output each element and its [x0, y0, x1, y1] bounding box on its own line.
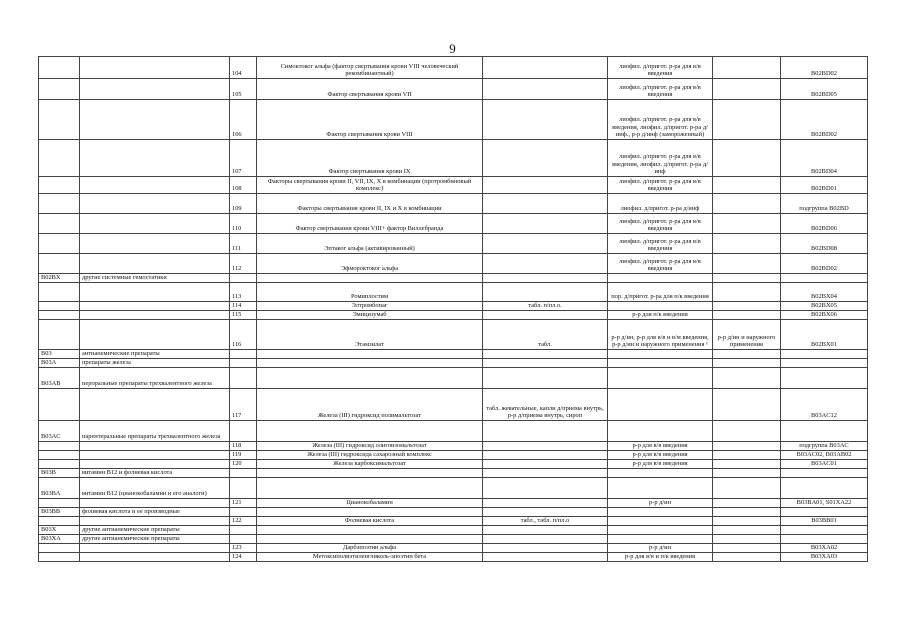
- atc-code-cell: B02BD08: [781, 234, 868, 254]
- table-row: [39, 214, 868, 234]
- atc-code-cell: [781, 535, 868, 544]
- other-form-cell: [713, 79, 781, 100]
- injection-form-cell: пор. д/пригот. р-ра для п/к введения: [608, 283, 713, 302]
- atc-code-cell: B03AC02, B03AB02: [781, 451, 868, 460]
- drug-name-cell: [257, 274, 483, 283]
- group-name-cell: парентеральные препараты трехвалентного железа: [80, 421, 230, 442]
- drug-name-cell: Фактор свертывания крови IX: [257, 140, 483, 177]
- drug-name-cell: Факторы свертывания крови II, IX и X в комбинации: [257, 194, 483, 214]
- drug-name-cell: [257, 421, 483, 442]
- atc-code-cell: [781, 274, 868, 283]
- atc-code-cell: [781, 359, 868, 368]
- drug-name-cell: [257, 359, 483, 368]
- injection-form-cell: [608, 526, 713, 535]
- oral-form-cell: [483, 499, 608, 508]
- drug-name-cell: Железа карбоксимальтозат: [257, 460, 483, 469]
- oral-form-cell: табл., табл. п/пл.о: [483, 517, 608, 526]
- atc-code-cell: B02BD02: [781, 57, 868, 79]
- injection-form-cell: [608, 359, 713, 368]
- oral-form-cell: [483, 535, 608, 544]
- other-form-cell: [713, 100, 781, 140]
- injection-form-cell: [608, 368, 713, 389]
- atc-group-code-cell: B03: [39, 350, 80, 359]
- oral-form-cell: [483, 214, 608, 234]
- other-form-cell: [713, 389, 781, 421]
- oral-form-cell: [483, 283, 608, 302]
- other-form-cell: [713, 302, 781, 311]
- table-row: [39, 478, 868, 499]
- other-form-cell: [713, 508, 781, 517]
- atc-group-code-cell: B03BB: [39, 508, 80, 517]
- atc-group-code-cell: [39, 302, 80, 311]
- oral-form-cell: [483, 544, 608, 553]
- table-row: [39, 508, 868, 517]
- table-row: [39, 359, 868, 368]
- group-name-cell: [80, 79, 230, 100]
- other-form-cell: [713, 359, 781, 368]
- row-number-cell: [230, 274, 257, 283]
- drug-name-cell: Железа (III) гидроксид полимальтозат: [257, 389, 483, 421]
- oral-form-cell: [483, 177, 608, 194]
- other-form-cell: [713, 350, 781, 359]
- other-form-cell: [713, 478, 781, 499]
- row-number-cell: [230, 421, 257, 442]
- oral-form-cell: [483, 254, 608, 274]
- group-name-cell: [80, 553, 230, 562]
- injection-form-cell: лиофил. д/пригот. р-ра для в/в введения: [608, 79, 713, 100]
- group-name-cell: фолиевая кислота и ее производные: [80, 508, 230, 517]
- atc-group-code-cell: B03B: [39, 469, 80, 478]
- oral-form-cell: [483, 350, 608, 359]
- other-form-cell: [713, 526, 781, 535]
- injection-form-cell: [608, 535, 713, 544]
- table-row: [39, 499, 868, 508]
- drug-name-cell: Симоктоког альфа (фактор свертывания крови VIII человеческий рекомбинантный): [257, 57, 483, 79]
- drug-name-cell: Железа (III) гидроксид олигоизомальтозат: [257, 442, 483, 451]
- injection-form-cell: лиофил. д/пригот. р-ра для в/в введения: [608, 214, 713, 234]
- group-name-cell: витамин B12 (цианокобаламин и его аналоги): [80, 478, 230, 499]
- other-form-cell: [713, 311, 781, 320]
- row-number-cell: 104: [230, 57, 257, 79]
- injection-form-cell: лиофил. д/пригот. р-ра для в/в введения: [608, 254, 713, 274]
- drug-name-cell: [257, 526, 483, 535]
- atc-group-code-cell: B03BA: [39, 478, 80, 499]
- other-form-cell: [713, 234, 781, 254]
- oral-form-cell: табл. жевательные, капли д/приема внутрь, р-р д/приема внутрь, сироп: [483, 389, 608, 421]
- group-name-cell: пероральные препараты трехвалентного железа: [80, 368, 230, 389]
- injection-form-cell: р-р для в/в введения: [608, 442, 713, 451]
- atc-group-code-cell: [39, 234, 80, 254]
- other-form-cell: р-р д/ин и наружного применения: [713, 320, 781, 350]
- oral-form-cell: [483, 508, 608, 517]
- row-number-cell: 111: [230, 234, 257, 254]
- table-row: [39, 57, 868, 79]
- row-number-cell: 124: [230, 553, 257, 562]
- atc-group-code-cell: [39, 194, 80, 214]
- group-name-cell: [80, 451, 230, 460]
- table-row: [39, 177, 868, 194]
- table-row: [39, 302, 868, 311]
- atc-group-code-cell: [39, 214, 80, 234]
- oral-form-cell: [483, 451, 608, 460]
- group-name-cell: [80, 234, 230, 254]
- injection-form-cell: [608, 350, 713, 359]
- row-number-cell: 117: [230, 389, 257, 421]
- oral-form-cell: [483, 460, 608, 469]
- group-name-cell: [80, 320, 230, 350]
- row-number-cell: 119: [230, 451, 257, 460]
- row-number-cell: [230, 478, 257, 499]
- row-number-cell: 106: [230, 100, 257, 140]
- injection-form-cell: р-р д/ин, р-р для в/в и в/м введения, р-р д/ин и наружного применения ¹: [608, 320, 713, 350]
- other-form-cell: [713, 451, 781, 460]
- group-name-cell: [80, 302, 230, 311]
- atc-code-cell: [781, 478, 868, 499]
- row-number-cell: 113: [230, 283, 257, 302]
- row-number-cell: [230, 368, 257, 389]
- atc-code-cell: B02BD04: [781, 140, 868, 177]
- oral-form-cell: [483, 274, 608, 283]
- injection-form-cell: лиофил. д/пригот. р-ра для в/в введения: [608, 177, 713, 194]
- group-name-cell: [80, 544, 230, 553]
- table-row: [39, 526, 868, 535]
- other-form-cell: [713, 421, 781, 442]
- drug-name-cell: Элтромбопаг: [257, 302, 483, 311]
- injection-form-cell: лиофил. д/пригот. р-ра для в/в введения: [608, 57, 713, 79]
- table-row: [39, 460, 868, 469]
- drug-name-cell: Метоксиполиэтиленгликоль-эпоэтин бета: [257, 553, 483, 562]
- row-number-cell: 121: [230, 499, 257, 508]
- drug-table: [38, 56, 868, 562]
- atc-group-code-cell: [39, 140, 80, 177]
- injection-form-cell: р-р для в/в введения: [608, 460, 713, 469]
- oral-form-cell: [483, 359, 608, 368]
- atc-group-code-cell: [39, 177, 80, 194]
- group-name-cell: [80, 177, 230, 194]
- row-number-cell: 116: [230, 320, 257, 350]
- atc-code-cell: [781, 350, 868, 359]
- row-number-cell: [230, 508, 257, 517]
- oral-form-cell: [483, 140, 608, 177]
- atc-code-cell: B02BX06: [781, 311, 868, 320]
- row-number-cell: 110: [230, 214, 257, 234]
- atc-code-cell: B02BX01: [781, 320, 868, 350]
- injection-form-cell: [608, 302, 713, 311]
- row-number-cell: 118: [230, 442, 257, 451]
- atc-group-code-cell: B03XA: [39, 535, 80, 544]
- atc-group-code-cell: [39, 499, 80, 508]
- table-row: [39, 368, 868, 389]
- table-row: [39, 421, 868, 442]
- oral-form-cell: [483, 100, 608, 140]
- atc-code-cell: B03BA01, S01XA22: [781, 499, 868, 508]
- table-row: [39, 544, 868, 553]
- other-form-cell: [713, 177, 781, 194]
- atc-code-cell: B02BX05: [781, 302, 868, 311]
- oral-form-cell: [483, 421, 608, 442]
- drug-name-cell: [257, 508, 483, 517]
- group-name-cell: [80, 517, 230, 526]
- group-name-cell: антианемические препараты: [80, 350, 230, 359]
- atc-group-code-cell: [39, 451, 80, 460]
- drug-name-cell: Фактор свертывания крови VII: [257, 79, 483, 100]
- row-number-cell: 122: [230, 517, 257, 526]
- group-name-cell: [80, 140, 230, 177]
- oral-form-cell: [483, 442, 608, 451]
- atc-group-code-cell: [39, 517, 80, 526]
- atc-code-cell: B02BD02: [781, 100, 868, 140]
- atc-group-code-cell: B03AC: [39, 421, 80, 442]
- other-form-cell: [713, 553, 781, 562]
- table-row: [39, 469, 868, 478]
- other-form-cell: [713, 368, 781, 389]
- drug-name-cell: Цианокобаламин: [257, 499, 483, 508]
- oral-form-cell: [483, 234, 608, 254]
- table-row: [39, 350, 868, 359]
- table-row: [39, 274, 868, 283]
- page-number: 9: [449, 41, 456, 56]
- injection-form-cell: р-р д/ин: [608, 544, 713, 553]
- drug-name-cell: Этамзилат: [257, 320, 483, 350]
- row-number-cell: [230, 359, 257, 368]
- atc-group-code-cell: [39, 57, 80, 79]
- injection-form-cell: р-р для в/в введения: [608, 451, 713, 460]
- group-name-cell: [80, 389, 230, 421]
- atc-group-code-cell: [39, 283, 80, 302]
- drug-name-cell: Дарбэпоэтин альфа: [257, 544, 483, 553]
- injection-form-cell: [608, 478, 713, 499]
- atc-group-code-cell: B03AB: [39, 368, 80, 389]
- atc-group-code-cell: [39, 100, 80, 140]
- row-number-cell: [230, 350, 257, 359]
- atc-code-cell: B03XA02: [781, 544, 868, 553]
- atc-group-code-cell: [39, 460, 80, 469]
- other-form-cell: [713, 499, 781, 508]
- oral-form-cell: [483, 469, 608, 478]
- row-number-cell: 120: [230, 460, 257, 469]
- atc-group-code-cell: [39, 544, 80, 553]
- table-row: [39, 140, 868, 177]
- oral-form-cell: [483, 368, 608, 389]
- row-number-cell: [230, 469, 257, 478]
- group-name-cell: [80, 311, 230, 320]
- atc-group-code-cell: [39, 553, 80, 562]
- row-number-cell: [230, 526, 257, 535]
- injection-form-cell: р-р для п/к введения: [608, 311, 713, 320]
- atc-code-cell: [781, 469, 868, 478]
- oral-form-cell: табл.: [483, 320, 608, 350]
- other-form-cell: [713, 469, 781, 478]
- oral-form-cell: [483, 57, 608, 79]
- drug-name-cell: Ромиплостим: [257, 283, 483, 302]
- row-number-cell: 112: [230, 254, 257, 274]
- atc-code-cell: B03XA03: [781, 553, 868, 562]
- group-name-cell: препараты железа: [80, 359, 230, 368]
- group-name-cell: другие антианемические препараты: [80, 535, 230, 544]
- group-name-cell: [80, 499, 230, 508]
- injection-form-cell: р-р д/ин: [608, 499, 713, 508]
- atc-code-cell: B03BB01: [781, 517, 868, 526]
- injection-form-cell: р-р для в/в и п/к введения: [608, 553, 713, 562]
- group-name-cell: [80, 214, 230, 234]
- drug-name-cell: Фактор свертывания крови VIII: [257, 100, 483, 140]
- other-form-cell: [713, 254, 781, 274]
- atc-code-cell: [781, 368, 868, 389]
- group-name-cell: [80, 194, 230, 214]
- injection-form-cell: [608, 274, 713, 283]
- row-number-cell: 115: [230, 311, 257, 320]
- drug-name-cell: [257, 469, 483, 478]
- atc-code-cell: подгруппа B03AC: [781, 442, 868, 451]
- table-row: [39, 535, 868, 544]
- table-row: [39, 442, 868, 451]
- table-row: [39, 553, 868, 562]
- other-form-cell: [713, 544, 781, 553]
- drug-name-cell: [257, 350, 483, 359]
- atc-group-code-cell: B03A: [39, 359, 80, 368]
- drug-name-cell: Фолиевая кислота: [257, 517, 483, 526]
- injection-form-cell: [608, 517, 713, 526]
- injection-form-cell: [608, 389, 713, 421]
- table-row: [39, 517, 868, 526]
- other-form-cell: [713, 442, 781, 451]
- table-row: [39, 283, 868, 302]
- atc-code-cell: подгруппа B02BD: [781, 194, 868, 214]
- oral-form-cell: табл. п/пл.о.: [483, 302, 608, 311]
- atc-code-cell: [781, 526, 868, 535]
- injection-form-cell: [608, 421, 713, 442]
- atc-group-code-cell: [39, 311, 80, 320]
- other-form-cell: [713, 283, 781, 302]
- atc-group-code-cell: [39, 320, 80, 350]
- drug-name-cell: Эфмороктоког альфа: [257, 254, 483, 274]
- atc-code-cell: B02BD01: [781, 177, 868, 194]
- atc-group-code-cell: B02BX: [39, 274, 80, 283]
- drug-name-cell: Факторы свертывания крови II, VII, IX, X в комбинации (протромбиновый комплекс): [257, 177, 483, 194]
- table-row: [39, 194, 868, 214]
- row-number-cell: 123: [230, 544, 257, 553]
- atc-code-cell: B02BX04: [781, 283, 868, 302]
- drug-name-cell: [257, 478, 483, 499]
- atc-code-cell: B02BD06: [781, 214, 868, 234]
- table-row: [39, 311, 868, 320]
- group-name-cell: другие антианемические препараты: [80, 526, 230, 535]
- row-number-cell: 114: [230, 302, 257, 311]
- group-name-cell: [80, 283, 230, 302]
- group-name-cell: другие системные гемостатики: [80, 274, 230, 283]
- atc-code-cell: [781, 421, 868, 442]
- other-form-cell: [713, 535, 781, 544]
- other-form-cell: [713, 214, 781, 234]
- injection-form-cell: лиофил. д/пригот. р-ра для в/в введения, лиофил. д/пригот. р-ра д/инф: [608, 140, 713, 177]
- atc-code-cell: [781, 508, 868, 517]
- oral-form-cell: [483, 79, 608, 100]
- atc-group-code-cell: [39, 254, 80, 274]
- injection-form-cell: [608, 508, 713, 517]
- oral-form-cell: [483, 478, 608, 499]
- atc-code-cell: B02BD05: [781, 79, 868, 100]
- other-form-cell: [713, 517, 781, 526]
- other-form-cell: [713, 140, 781, 177]
- row-number-cell: [230, 535, 257, 544]
- oral-form-cell: [483, 311, 608, 320]
- table-row: [39, 320, 868, 350]
- injection-form-cell: лиофил. д/пригот. р-ра для в/в введения, лиофил. д/пригот. р-ра д/инф., р-р д/инф (замороженный): [608, 100, 713, 140]
- atc-group-code-cell: B03X: [39, 526, 80, 535]
- atc-code-cell: B02BD02: [781, 254, 868, 274]
- group-name-cell: витамин B12 и фолиевая кислота: [80, 469, 230, 478]
- table-row: [39, 100, 868, 140]
- atc-code-cell: B03AC01: [781, 460, 868, 469]
- atc-group-code-cell: [39, 442, 80, 451]
- oral-form-cell: [483, 194, 608, 214]
- injection-form-cell: [608, 469, 713, 478]
- other-form-cell: [713, 274, 781, 283]
- atc-group-code-cell: [39, 389, 80, 421]
- group-name-cell: [80, 254, 230, 274]
- table-row: [39, 234, 868, 254]
- atc-code-cell: B03AC12: [781, 389, 868, 421]
- drug-name-cell: Эптаког альфа (активированный): [257, 234, 483, 254]
- injection-form-cell: лиофил. д/пригот. р-ра для в/в введения: [608, 234, 713, 254]
- group-name-cell: [80, 460, 230, 469]
- drug-name-cell: Фактор свертывания крови VIII+ фактор Виллебранда: [257, 214, 483, 234]
- group-name-cell: [80, 57, 230, 79]
- row-number-cell: 105: [230, 79, 257, 100]
- table-row: [39, 79, 868, 100]
- atc-group-code-cell: [39, 79, 80, 100]
- row-number-cell: 108: [230, 177, 257, 194]
- oral-form-cell: [483, 526, 608, 535]
- injection-form-cell: лиофил. д/пригот. р-ра д/инф: [608, 194, 713, 214]
- table-row: [39, 254, 868, 274]
- other-form-cell: [713, 194, 781, 214]
- group-name-cell: [80, 100, 230, 140]
- drug-name-cell: Железа (III) гидроксида сахарозный комплекс: [257, 451, 483, 460]
- drug-name-cell: [257, 368, 483, 389]
- other-form-cell: [713, 460, 781, 469]
- row-number-cell: 107: [230, 140, 257, 177]
- table-row: [39, 451, 868, 460]
- oral-form-cell: [483, 553, 608, 562]
- group-name-cell: [80, 442, 230, 451]
- table-row: [39, 389, 868, 421]
- other-form-cell: [713, 57, 781, 79]
- drug-name-cell: Эмицизумаб: [257, 311, 483, 320]
- row-number-cell: 109: [230, 194, 257, 214]
- drug-name-cell: [257, 535, 483, 544]
